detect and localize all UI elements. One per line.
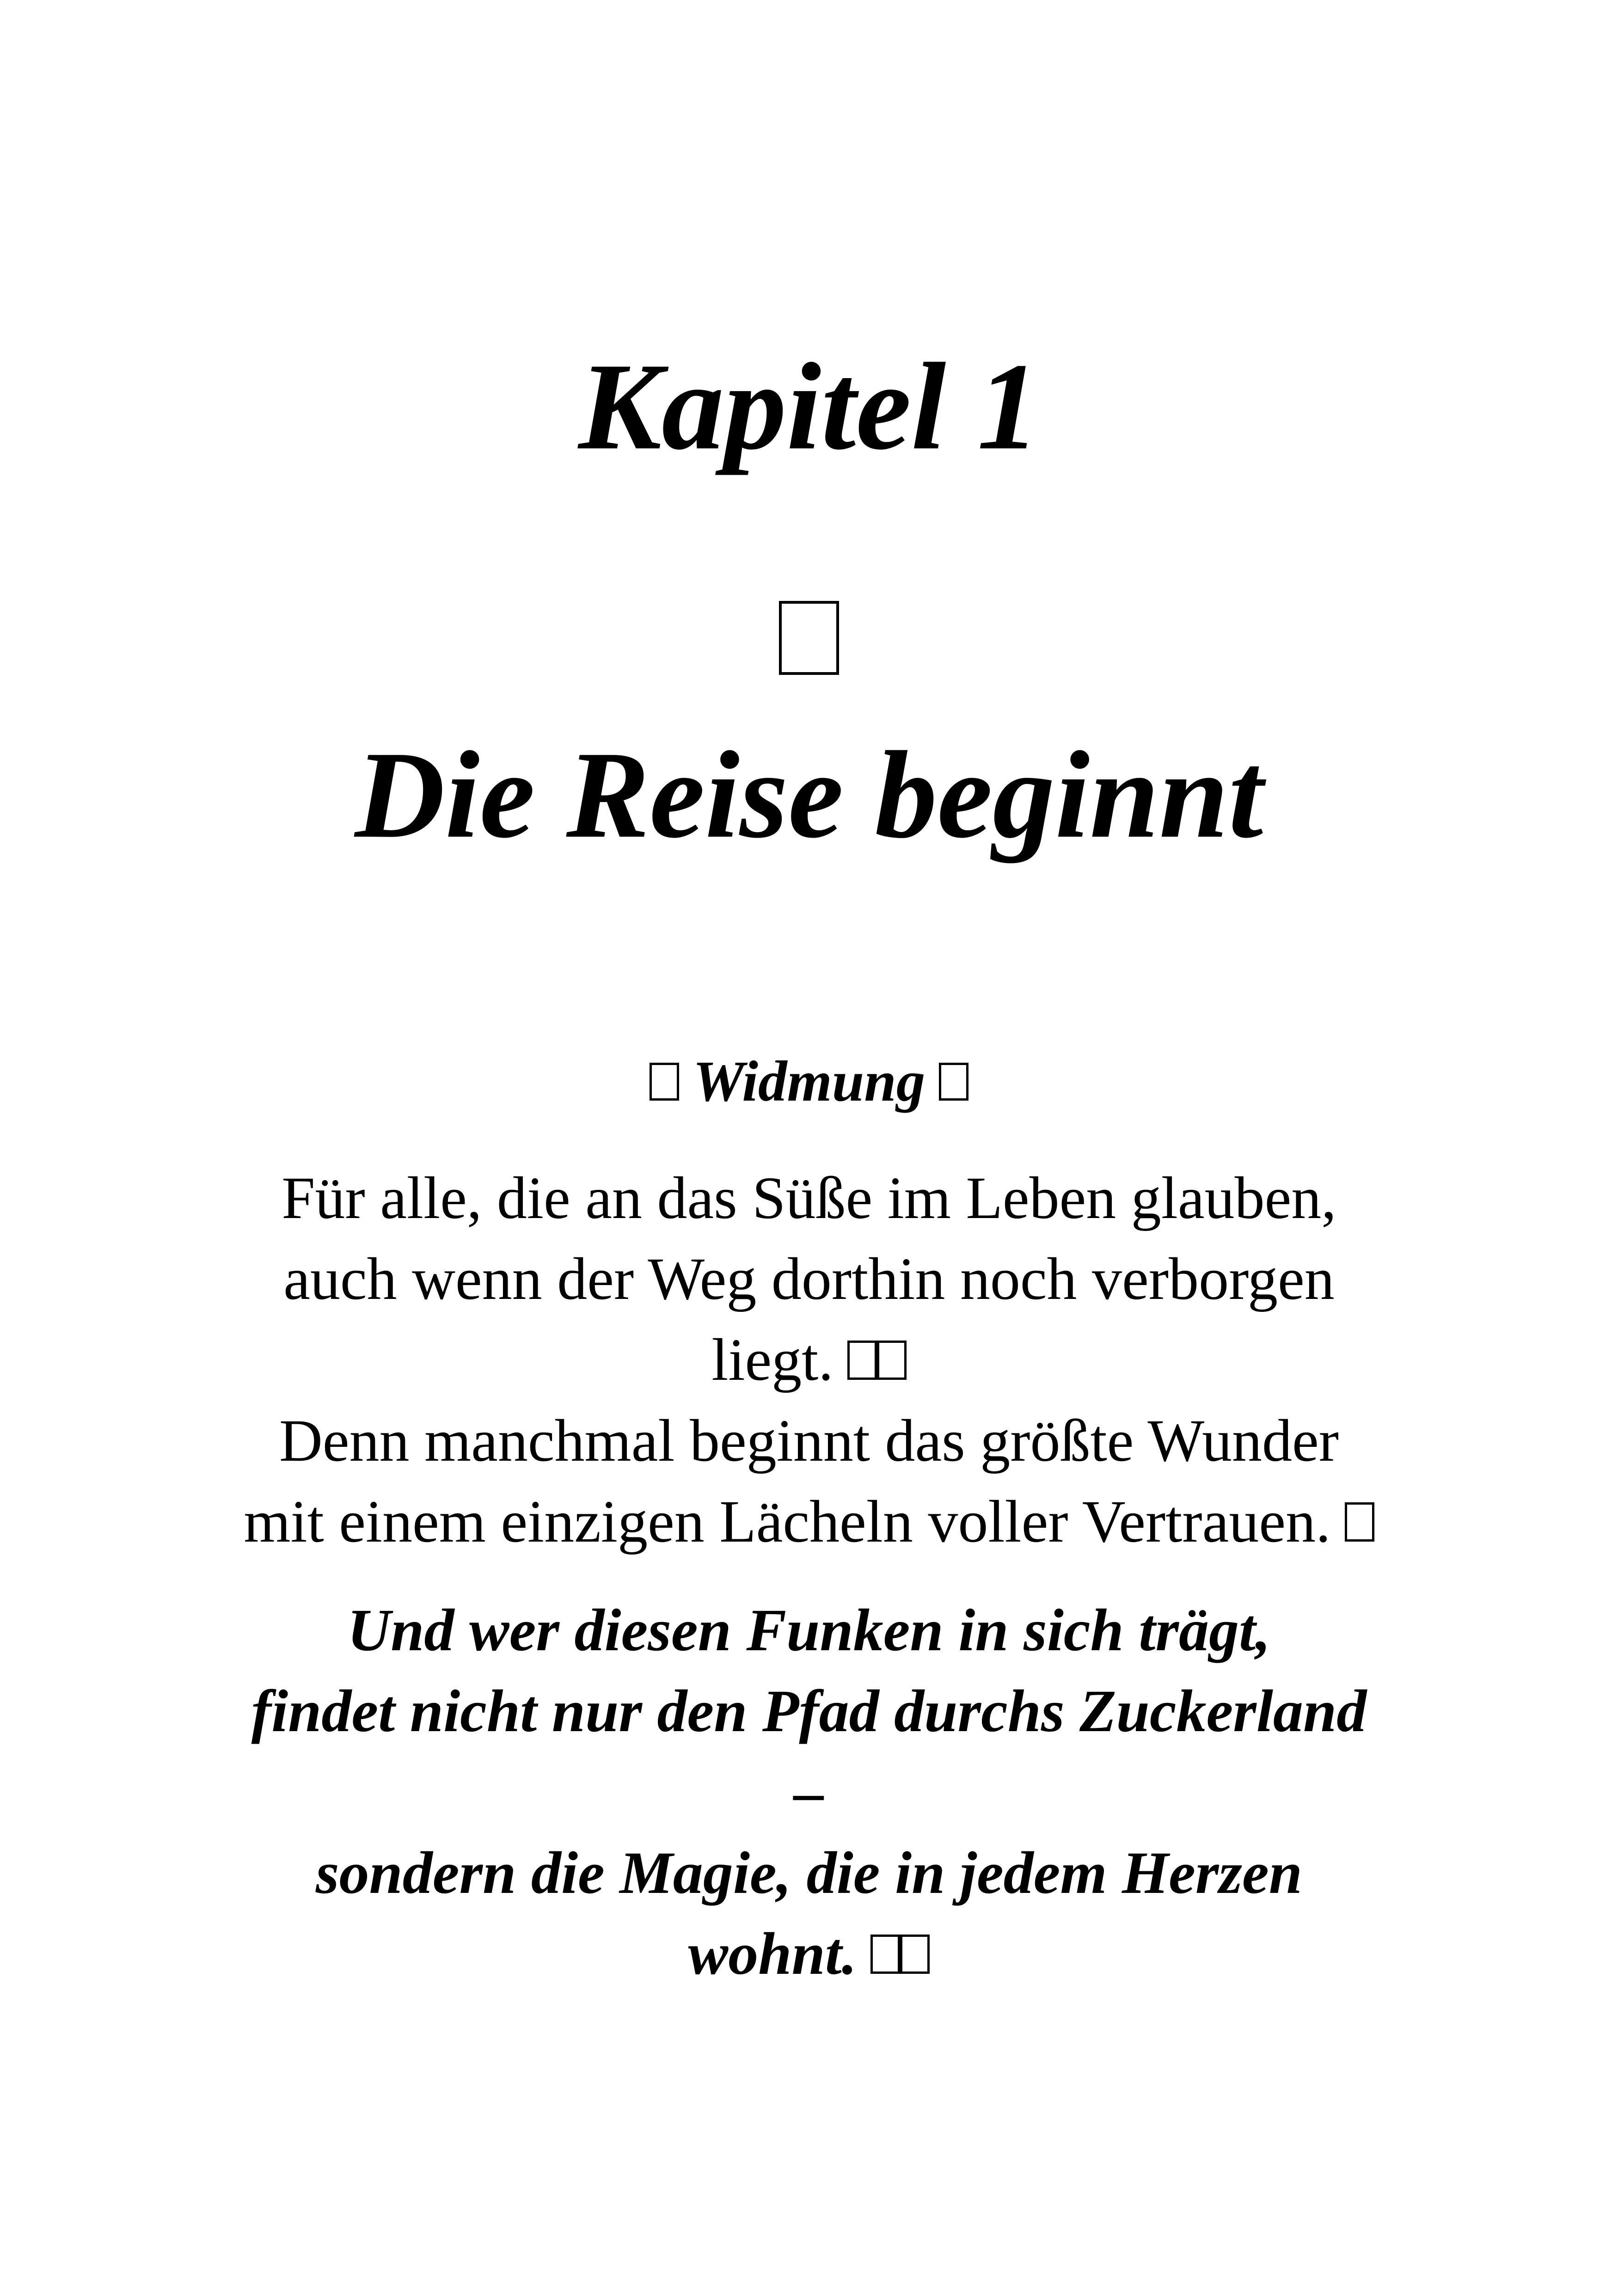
dedication-body-line: mit einem einzigen Lächeln voller Vertrauen. [0,1482,1618,1562]
chapter-title: Kapitel 1 [578,337,1040,476]
dedication-body [0,1158,1618,1562]
dedication-closing-line: sondern die Magie, die in jedem Herzen [315,1840,1303,1906]
missing-glyph-icon [877,1341,907,1380]
dedication-closing-line: Und wer diesen Funken in sich trägt, [347,1597,1271,1664]
missing-glyph-icon [1345,1502,1374,1542]
dedication-body-line: Denn manchmal beginnt das größte Wunder [279,1408,1339,1474]
title-ornament [0,601,1618,675]
missing-glyph-icon [870,1935,900,1974]
chapter-subtitle: Die Reise beginnt [355,726,1263,864]
missing-glyph-icon [847,1341,877,1380]
dedication-closing-line: wohnt. [0,1914,1618,1995]
dedication-closing-line: – [794,1759,824,1825]
missing-glyph-icon [779,601,839,675]
dedication-heading-text: Widmung [693,1050,925,1114]
dedication-closing [0,1590,1618,1995]
missing-glyph-icon [939,1063,968,1101]
missing-glyph-icon [650,1063,679,1101]
dedication-closing-line: findet nicht nur den Pfad durchs Zuckerland [251,1678,1367,1745]
missing-glyph-icon [900,1935,930,1974]
dedication-body-line: Für alle, die an das Süße im Leben glauben, [282,1165,1336,1231]
dedication-heading [0,1045,1618,1119]
dedication-body-line: liegt. [0,1320,1618,1401]
dedication-body-line: auch wenn der Weg dorthin noch verborgen [283,1246,1335,1312]
